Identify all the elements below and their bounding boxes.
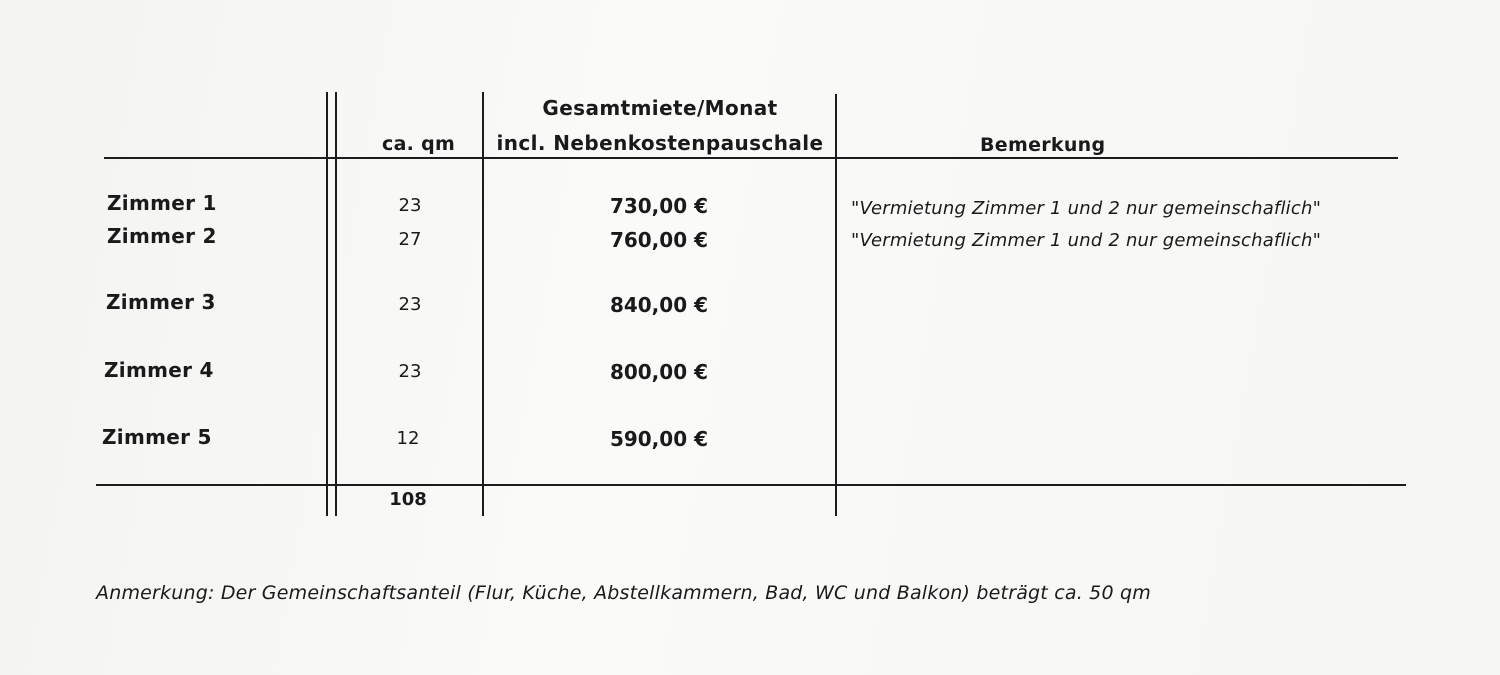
row-room-label: Zimmer 3 [106,290,216,314]
row-rent-value: 730,00 € [609,194,708,218]
row-rent-value: 760,00 € [609,228,708,252]
header-area: ca. qm [382,133,456,155]
column-divider-area-rent [482,92,484,516]
row-room-label: Zimmer 4 [104,358,214,382]
header-underline [104,157,1398,159]
row-remark: "Vermietung Zimmer 1 und 2 nur gemeinschaflich" [851,198,1322,219]
row-room-label: Zimmer 2 [107,224,217,248]
total-area-value: 108 [389,489,427,510]
row-remark: "Vermietung Zimmer 1 und 2 nur gemeinschaflich" [851,230,1322,251]
column-divider-double-left [326,92,328,516]
footnote: Anmerkung: Der Gemeinschaftsanteil (Flur, Küche, Abstellkammern, Bad, WC und Balkon) beträgt ca. 50 qm [96,582,1151,604]
header-rent-line2: incl. Nebenkostenpauschale [496,131,824,155]
row-rent-value: 590,00 € [609,427,708,451]
row-room-label: Zimmer 5 [102,425,212,449]
column-divider-double-right [335,92,337,516]
header-remark: Bemerkung [980,134,1106,156]
row-area-value: 12 [396,428,420,449]
row-rent-value: 800,00 € [609,360,708,384]
row-area-value: 23 [398,361,422,382]
row-room-label: Zimmer 1 [107,191,217,215]
row-area-value: 27 [398,229,422,250]
row-area-value: 23 [398,294,422,315]
total-separator-line [96,484,1406,486]
header-rent-line1: Gesamtmiete/Monat [542,96,778,120]
row-area-value: 23 [398,195,422,216]
row-rent-value: 840,00 € [609,293,708,317]
